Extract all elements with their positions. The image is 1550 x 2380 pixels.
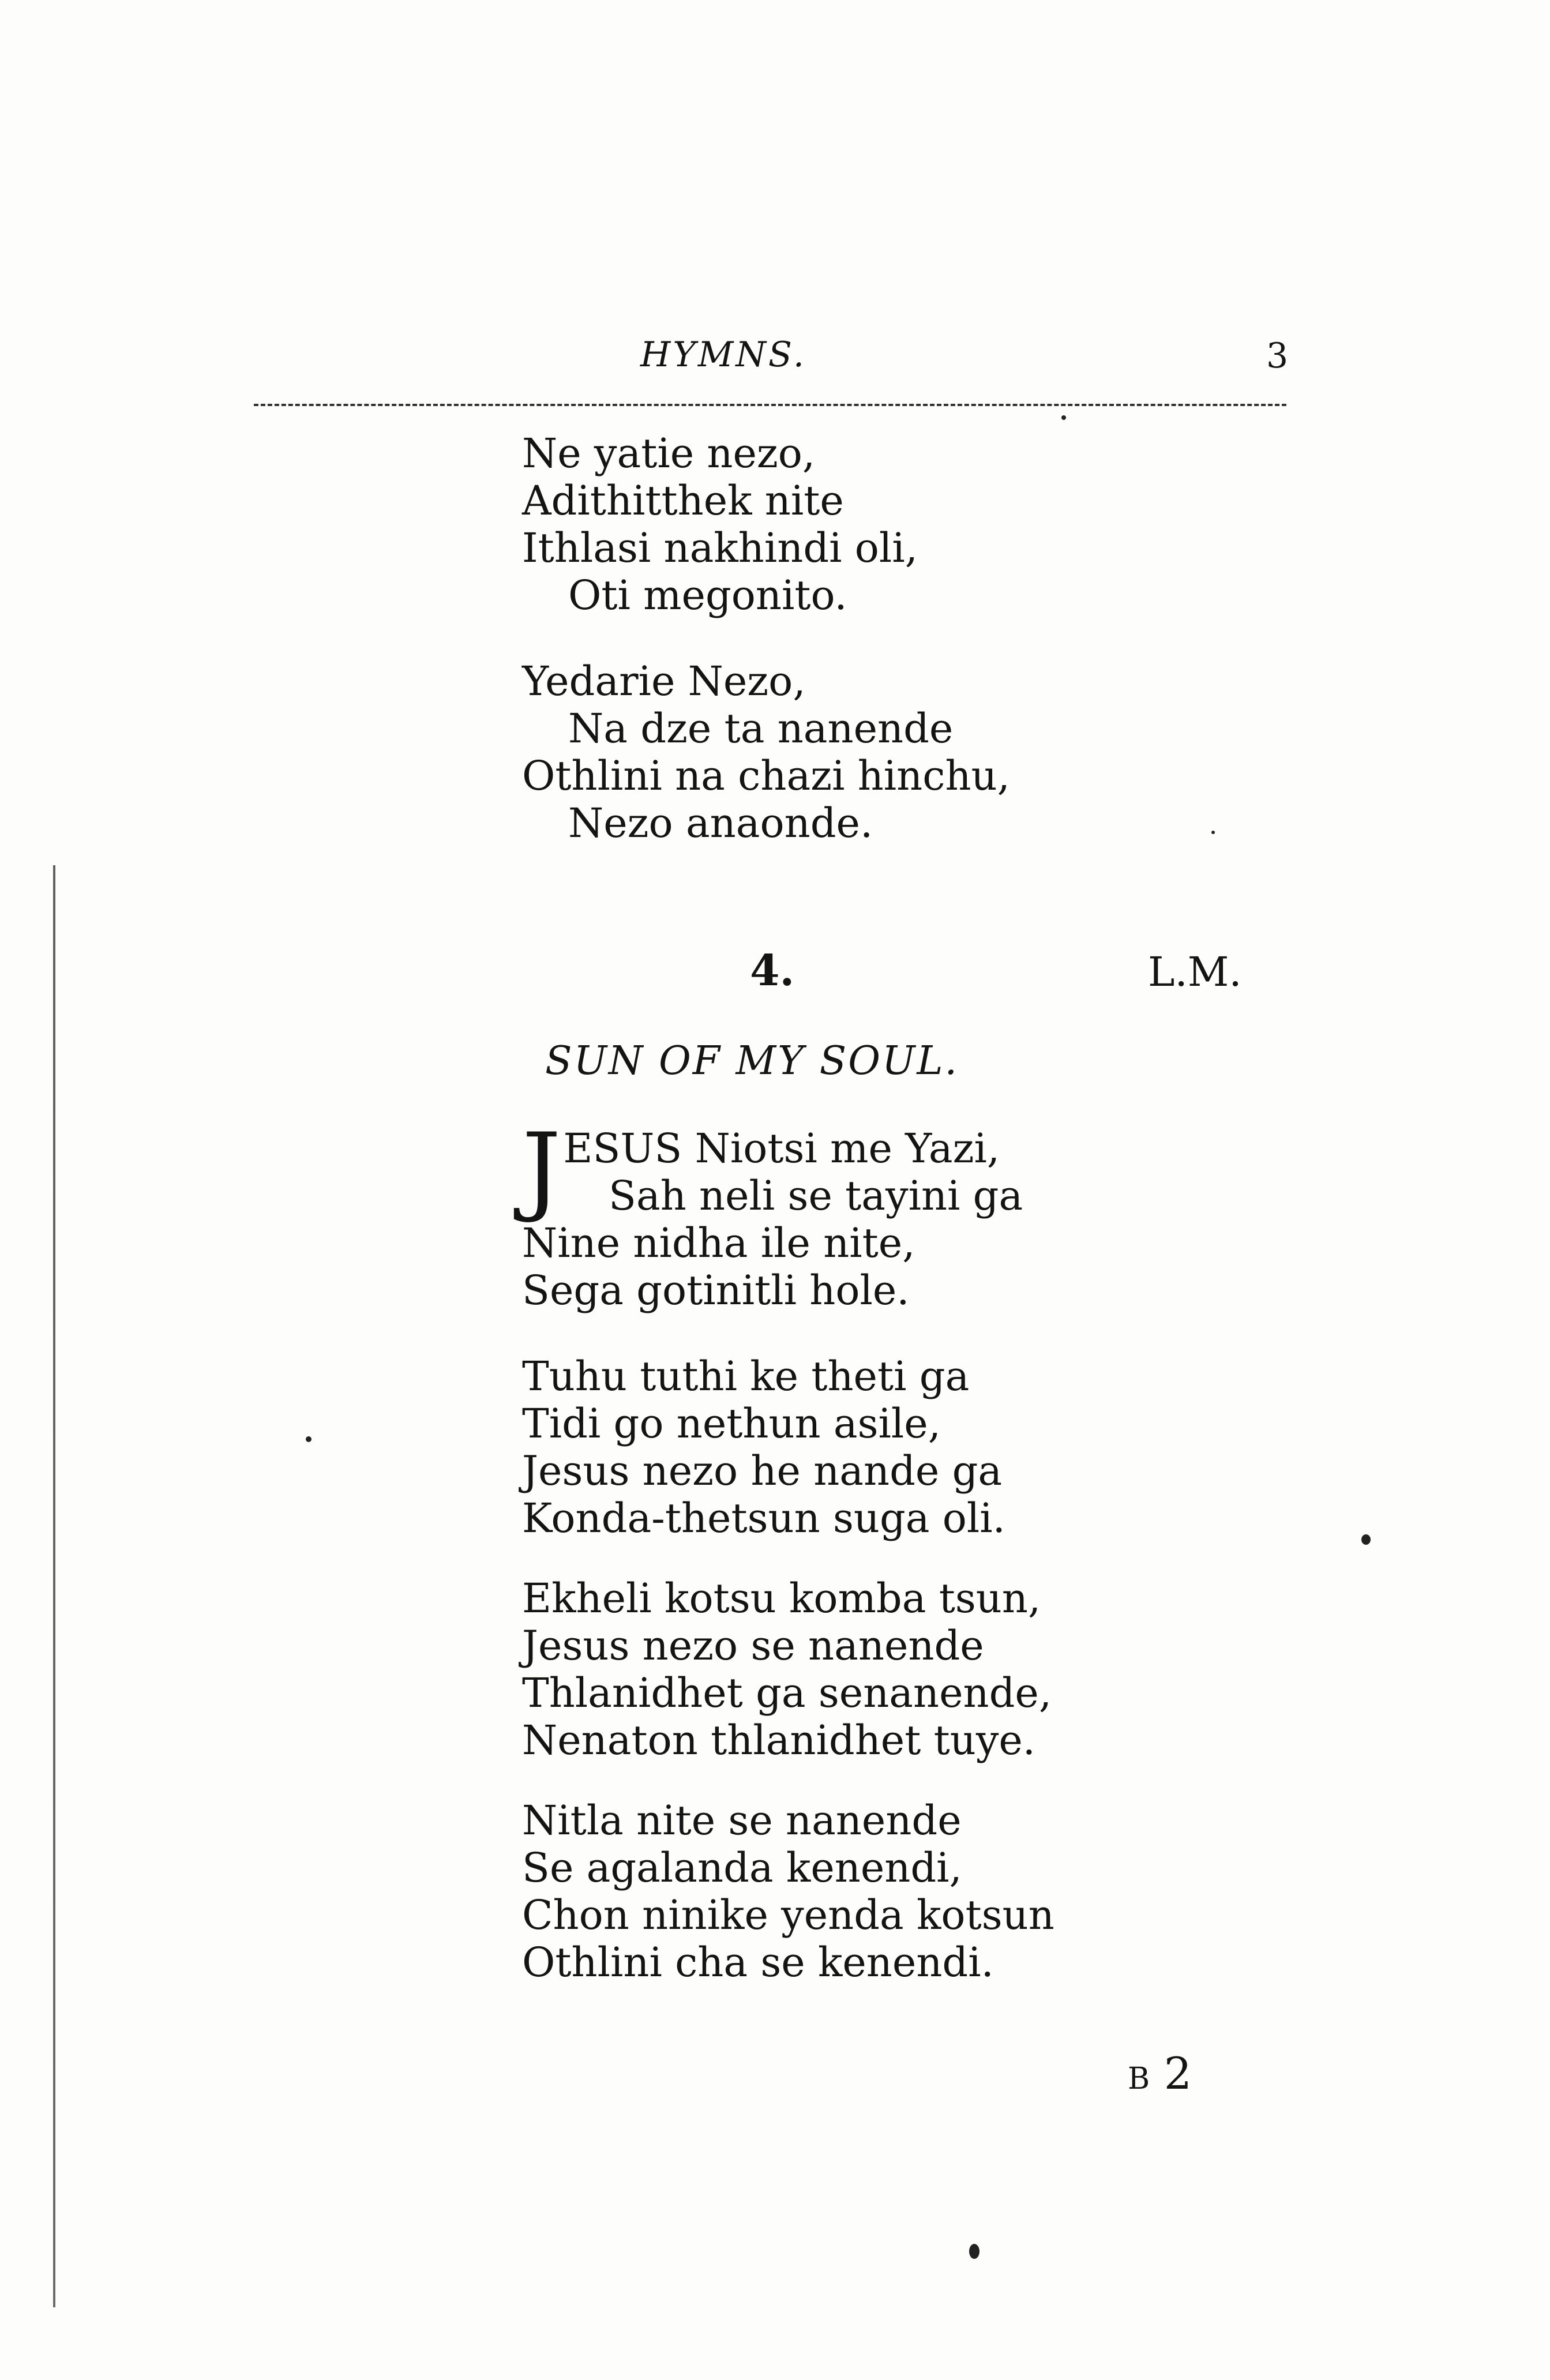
- stanza-line: Nezo anaonde.: [568, 799, 873, 847]
- stanza-line: Jesus nezo se nanende: [522, 1622, 984, 1669]
- signature-number: 2: [1164, 2048, 1195, 2099]
- stanza-line: Konda-thetsun suga oli.: [522, 1495, 1005, 1542]
- stanza-line: Ne yatie nezo,: [522, 430, 816, 477]
- stanza-line: Nine nidha ile nite,: [522, 1219, 915, 1267]
- header-rule: [254, 404, 1286, 406]
- continued-stanza-1: [522, 430, 918, 619]
- stanza-line: Nitla nite se nanende: [522, 1797, 962, 1844]
- hymn-stanza-4: [522, 1797, 1054, 1986]
- stanza-line: Othlini cha se kenendi.: [522, 1939, 994, 1986]
- ink-speck: [1211, 831, 1215, 834]
- stanza-line: Ithlasi nakhindi oli,: [522, 524, 918, 572]
- hymn-number: 4.: [750, 946, 795, 996]
- stanza-line: Oti megonito.: [568, 572, 847, 619]
- stanza-line: Sega gotinitli hole.: [522, 1267, 910, 1314]
- stanza-line: Ekheli kotsu komba tsun,: [522, 1575, 1041, 1622]
- binding-gutter-line: [53, 865, 55, 2307]
- stanza-line: ESUS Niotsi me Yazi,: [563, 1125, 1000, 1172]
- stanza-line: Nenaton thlanidhet tuye.: [522, 1717, 1036, 1764]
- stanza-line: Othlini na chazi hinchu,: [522, 752, 1010, 799]
- ink-speck: [1361, 1534, 1371, 1545]
- hymn-meter: L.M.: [1148, 948, 1242, 996]
- stanza-line: Se agalanda kenendi,: [522, 1844, 962, 1891]
- hymn-stanza-3: [522, 1575, 1052, 1764]
- stanza-line: Tuhu tuthi ke theti ga: [522, 1353, 970, 1400]
- running-header-title: HYMNS.: [640, 335, 806, 375]
- page-number: 3: [1266, 336, 1289, 376]
- stanza-line: Jesus nezo he nande ga: [522, 1447, 1003, 1495]
- drop-cap: J: [522, 1112, 561, 1225]
- ink-speck: [969, 2244, 979, 2259]
- stanza-line: Na dze ta nanende: [568, 705, 954, 752]
- stanza-line: Yedarie Nezo,: [522, 658, 806, 705]
- hymn-stanza-2: [522, 1353, 1005, 1542]
- ink-speck: [306, 1436, 311, 1442]
- ink-speck: [1061, 415, 1066, 420]
- signature-letter: B: [1128, 2062, 1153, 2096]
- hymn-stanza-1: [522, 1112, 1099, 1314]
- stanza-line: Chon ninike yenda kotsun: [522, 1891, 1054, 1939]
- hymn-title: SUN OF MY SOUL.: [545, 1038, 959, 1084]
- continued-stanza-2: [522, 658, 1010, 847]
- stanza-line: Thlanidhet ga senanende,: [522, 1669, 1052, 1717]
- stanza-line: Tidi go nethun asile,: [522, 1400, 941, 1447]
- stanza-line: Adithitthek nite: [522, 477, 844, 524]
- signature-mark: [1128, 2048, 1194, 2099]
- stanza-line: Sah neli se tayini ga: [609, 1172, 1023, 1219]
